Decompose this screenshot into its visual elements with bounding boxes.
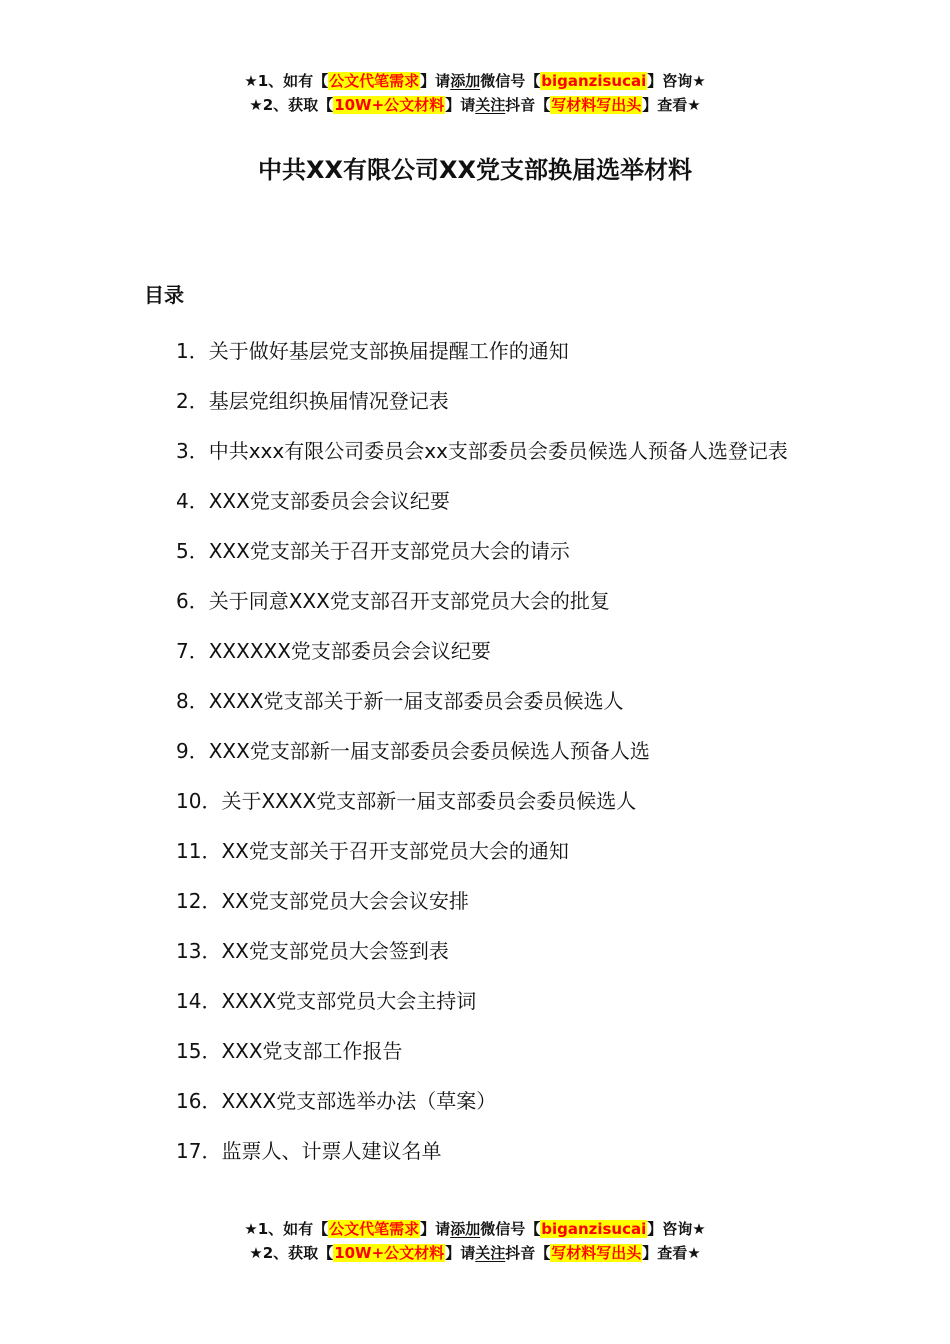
table-of-contents (144, 276, 814, 1176)
toc-item: 15．XXX党支部工作报告 (176, 1039, 403, 1063)
highlight-materials: 10W+公文材料 (334, 1244, 445, 1262)
banner-text: 】咨询★ (647, 72, 706, 90)
toc-list (144, 326, 814, 1176)
toc-item: 14．XXXX党支部党员大会主持词 (176, 989, 477, 1013)
highlight-douyin-account: 写材料写出头 (551, 96, 642, 114)
toc-item: 11．XX党支部关于召开支部党员大会的通知 (176, 839, 569, 863)
toc-item: 7．XXXXXX党支部委员会会议纪要 (176, 639, 491, 663)
toc-item: 12．XX党支部党员大会会议安排 (176, 889, 469, 913)
toc-item: 1．关于做好基层党支部换届提醒工作的通知 (176, 339, 569, 363)
banner-text: 】查看★ (642, 1244, 701, 1262)
banner-line-1 (0, 1217, 950, 1241)
banner-line-1 (0, 69, 950, 93)
banner-text: 】请 (420, 72, 451, 90)
underlined-action: 添加 (450, 72, 481, 90)
toc-item: 5．XXX党支部关于召开支部党员大会的请示 (176, 539, 570, 563)
toc-item: 4．XXX党支部委员会会议纪要 (176, 489, 450, 513)
document-title: 中共XX有限公司XX党支部换届选举材料 (257, 156, 692, 184)
banner-text: ★1、如有【 (244, 72, 329, 90)
banner-text: 】请 (445, 1244, 476, 1262)
toc-item: 16．XXXX党支部选举办法（草案） (176, 1089, 497, 1113)
banner-text: 】咨询★ (647, 1220, 706, 1238)
highlight-materials: 10W+公文材料 (334, 96, 445, 114)
toc-item: 17．监票人、计票人建议名单 (176, 1139, 442, 1163)
header-banner (0, 69, 950, 117)
toc-item: 3．中共xxx有限公司委员会xx支部委员会委员候选人预备人选登记表 (176, 439, 788, 463)
highlight-service: 公文代笔需求 (329, 72, 420, 90)
banner-text: ★2、获取【 (249, 1244, 334, 1262)
toc-heading: 目录 (144, 283, 184, 307)
underlined-action: 添加 (450, 1220, 481, 1238)
highlight-douyin-account: 写材料写出头 (551, 1244, 642, 1262)
toc-item: 2．基层党组织换届情况登记表 (176, 389, 449, 413)
toc-item: 10．关于XXXX党支部新一届支部委员会委员候选人 (176, 789, 637, 813)
banner-line-2 (0, 1241, 950, 1265)
highlight-service: 公文代笔需求 (329, 1220, 420, 1238)
toc-item: 13．XX党支部党员大会签到表 (176, 939, 449, 963)
banner-text: ★1、如有【 (244, 1220, 329, 1238)
banner-text: 】请 (445, 96, 476, 114)
banner-text: 微信号【 (480, 1220, 541, 1238)
footer-banner (0, 1217, 950, 1265)
underlined-action: 关注 (475, 96, 506, 114)
toc-item: 6．关于同意XXX党支部召开支部党员大会的批复 (176, 589, 610, 613)
banner-text: ★2、获取【 (249, 96, 334, 114)
banner-text: 抖音【 (505, 1244, 551, 1262)
highlight-wechat-id: biganzisucai (541, 72, 647, 90)
banner-text: 微信号【 (480, 72, 541, 90)
banner-text: 抖音【 (505, 96, 551, 114)
underlined-action: 关注 (475, 1244, 506, 1262)
banner-text: 】请 (420, 1220, 451, 1238)
toc-item: 9．XXX党支部新一届支部委员会委员候选人预备人选 (176, 739, 650, 763)
highlight-wechat-id: biganzisucai (541, 1220, 647, 1238)
toc-item: 8．XXXX党支部关于新一届支部委员会委员候选人 (176, 689, 624, 713)
banner-line-2 (0, 93, 950, 117)
banner-text: 】查看★ (642, 96, 701, 114)
